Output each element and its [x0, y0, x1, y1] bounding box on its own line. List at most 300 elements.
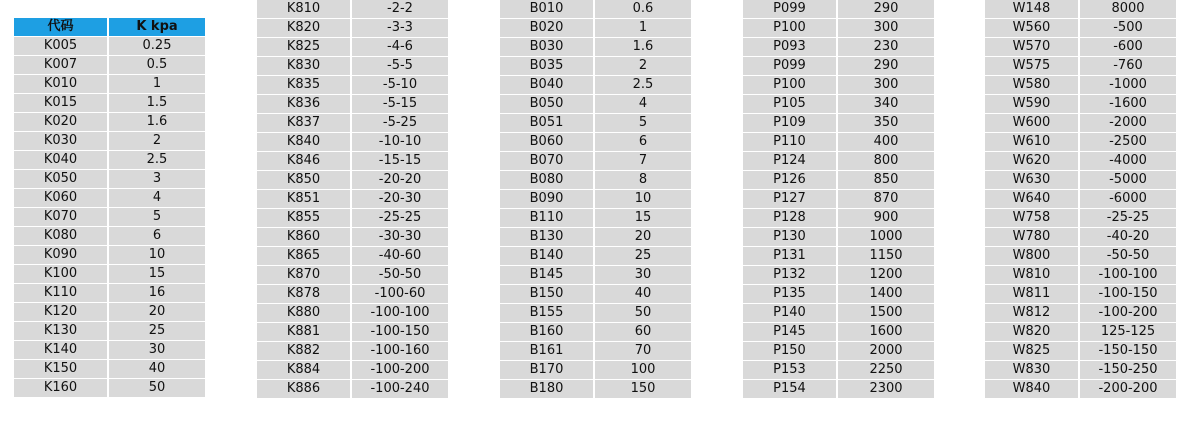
table-row [257, 266, 448, 285]
cell-value: 870 [838, 190, 934, 209]
cell-value: 1500 [838, 304, 934, 323]
cell-value: -5-25 [352, 114, 448, 133]
table-row [257, 57, 448, 76]
table-row [743, 380, 934, 399]
table-row [985, 342, 1176, 361]
cell-value: 2.5 [109, 151, 205, 170]
table-row [743, 152, 934, 171]
table-row [257, 171, 448, 190]
cell-code: B030 [500, 38, 595, 57]
cell-code: W830 [985, 361, 1080, 380]
cell-code: K865 [257, 247, 352, 266]
table-row [257, 380, 448, 399]
table-row [257, 323, 448, 342]
cell-code: B020 [500, 19, 595, 38]
table-row [257, 95, 448, 114]
cell-value: -2000 [1080, 114, 1176, 133]
cell-value: 2 [595, 57, 691, 76]
cell-value: 230 [838, 38, 934, 57]
cell-code: K835 [257, 76, 352, 95]
cell-code: K007 [14, 56, 109, 75]
cell-value: -15-15 [352, 152, 448, 171]
table-row [500, 342, 691, 361]
cell-code: K080 [14, 227, 109, 246]
table-row [985, 171, 1176, 190]
cell-code: B080 [500, 171, 595, 190]
cell-code: W575 [985, 57, 1080, 76]
table-row [14, 189, 205, 208]
cell-code: K100 [14, 265, 109, 284]
cell-code: K880 [257, 304, 352, 323]
cell-value: -40-60 [352, 247, 448, 266]
cell-code: K015 [14, 94, 109, 113]
cell-code: P154 [743, 380, 838, 399]
table-header-row [14, 18, 205, 37]
cell-value: -25-25 [1080, 209, 1176, 228]
cell-value: -100-200 [1080, 304, 1176, 323]
cell-code: P153 [743, 361, 838, 380]
cell-value: -5-15 [352, 95, 448, 114]
table-row [14, 227, 205, 246]
table-row [257, 133, 448, 152]
table-row [14, 265, 205, 284]
cell-value: -1600 [1080, 95, 1176, 114]
table-row [500, 0, 691, 19]
cell-code: K840 [257, 133, 352, 152]
cell-value: -2-2 [352, 0, 448, 19]
cell-code: K160 [14, 379, 109, 398]
table-row [985, 361, 1176, 380]
cell-code: B051 [500, 114, 595, 133]
cell-code: P100 [743, 19, 838, 38]
table-row [985, 247, 1176, 266]
cell-code: K850 [257, 171, 352, 190]
table-row [14, 379, 205, 398]
cell-code: K884 [257, 361, 352, 380]
cell-value: 30 [595, 266, 691, 285]
cell-value: -100-60 [352, 285, 448, 304]
table-row [500, 152, 691, 171]
cell-code: B035 [500, 57, 595, 76]
table-row [257, 342, 448, 361]
cell-value: 60 [595, 323, 691, 342]
table-row [500, 228, 691, 247]
table-row [500, 76, 691, 95]
cell-code: K846 [257, 152, 352, 171]
cell-code: B040 [500, 76, 595, 95]
cell-value: 850 [838, 171, 934, 190]
cell-code: W840 [985, 380, 1080, 399]
table-row [14, 37, 205, 56]
table-row [743, 133, 934, 152]
cell-code: K881 [257, 323, 352, 342]
cell-value: 10 [595, 190, 691, 209]
cell-code: W570 [985, 38, 1080, 57]
cell-value: 8000 [1080, 0, 1176, 19]
table-row [257, 247, 448, 266]
cell-value: -30-30 [352, 228, 448, 247]
table-row [14, 341, 205, 360]
table-row [257, 76, 448, 95]
cell-value: -100-240 [352, 380, 448, 399]
table-row [500, 304, 691, 323]
cell-value: -5000 [1080, 171, 1176, 190]
cell-value: -600 [1080, 38, 1176, 57]
table-row [14, 360, 205, 379]
table-row [257, 228, 448, 247]
cell-value: 340 [838, 95, 934, 114]
cell-code: P109 [743, 114, 838, 133]
cell-value: 4 [109, 189, 205, 208]
cell-value: 7 [595, 152, 691, 171]
cell-value: -5-10 [352, 76, 448, 95]
cell-value: 1000 [838, 228, 934, 247]
cell-value: -40-20 [1080, 228, 1176, 247]
cell-value: 2250 [838, 361, 934, 380]
cell-value: 40 [595, 285, 691, 304]
table-row [743, 342, 934, 361]
cell-code: P130 [743, 228, 838, 247]
table-row [14, 303, 205, 322]
cell-code: K060 [14, 189, 109, 208]
table-row [743, 247, 934, 266]
cell-code: P132 [743, 266, 838, 285]
cell-value: 10 [109, 246, 205, 265]
cell-value: 1.5 [109, 94, 205, 113]
cell-value: 6 [595, 133, 691, 152]
cell-value: -25-25 [352, 209, 448, 228]
cell-value: -500 [1080, 19, 1176, 38]
cell-value: 4 [595, 95, 691, 114]
cell-code: P093 [743, 38, 838, 57]
cell-value: -100-150 [1080, 285, 1176, 304]
table-row [14, 113, 205, 132]
table-row [985, 228, 1176, 247]
cell-value: 290 [838, 0, 934, 19]
table-row [14, 151, 205, 170]
table-row [985, 114, 1176, 133]
cell-code: W758 [985, 209, 1080, 228]
table-body [500, 0, 691, 399]
table-row [743, 57, 934, 76]
cell-value: -6000 [1080, 190, 1176, 209]
cell-value: -2500 [1080, 133, 1176, 152]
table-row [500, 285, 691, 304]
table-row [14, 75, 205, 94]
cell-code: K070 [14, 208, 109, 227]
table-row [985, 152, 1176, 171]
cell-code: B145 [500, 266, 595, 285]
cell-code: W630 [985, 171, 1080, 190]
cell-code: W610 [985, 133, 1080, 152]
cell-value: -4-6 [352, 38, 448, 57]
cell-value: 400 [838, 133, 934, 152]
cell-value: 1600 [838, 323, 934, 342]
cell-code: P131 [743, 247, 838, 266]
cell-value: -100-100 [1080, 266, 1176, 285]
table-row [985, 304, 1176, 323]
cell-value: 2000 [838, 342, 934, 361]
header-value: K kpa [109, 18, 205, 37]
pressure-table-b [500, 0, 691, 399]
header-code: 代码 [14, 18, 109, 37]
table-row [500, 209, 691, 228]
cell-value: -760 [1080, 57, 1176, 76]
cell-value: 50 [109, 379, 205, 398]
table-row [500, 114, 691, 133]
cell-code: K837 [257, 114, 352, 133]
cell-code: P128 [743, 209, 838, 228]
table-row [985, 19, 1176, 38]
cell-code: W600 [985, 114, 1080, 133]
cell-code: P124 [743, 152, 838, 171]
cell-code: K878 [257, 285, 352, 304]
table-body [257, 0, 448, 399]
cell-value: 2300 [838, 380, 934, 399]
cell-code: P105 [743, 95, 838, 114]
table-row [14, 170, 205, 189]
table-row [257, 209, 448, 228]
table-row [985, 380, 1176, 399]
table-row [500, 266, 691, 285]
table-row [743, 304, 934, 323]
cell-value: 1200 [838, 266, 934, 285]
table-row [985, 323, 1176, 342]
cell-code: W580 [985, 76, 1080, 95]
cell-value: -1000 [1080, 76, 1176, 95]
cell-code: B010 [500, 0, 595, 19]
cell-code: B050 [500, 95, 595, 114]
cell-value: -5-5 [352, 57, 448, 76]
cell-code: P110 [743, 133, 838, 152]
cell-code: W800 [985, 247, 1080, 266]
table-row [743, 190, 934, 209]
cell-code: K836 [257, 95, 352, 114]
cell-value: 2 [109, 132, 205, 151]
cell-value: 2.5 [595, 76, 691, 95]
table-row [500, 323, 691, 342]
table-row [985, 133, 1176, 152]
table-row [14, 246, 205, 265]
table-body [14, 37, 205, 398]
cell-code: K050 [14, 170, 109, 189]
cell-value: 1150 [838, 247, 934, 266]
cell-code: W812 [985, 304, 1080, 323]
cell-value: 15 [109, 265, 205, 284]
cell-value: 900 [838, 209, 934, 228]
cell-code: B161 [500, 342, 595, 361]
cell-code: P135 [743, 285, 838, 304]
cell-code: W811 [985, 285, 1080, 304]
table-row [500, 247, 691, 266]
cell-code: P127 [743, 190, 838, 209]
cell-code: P099 [743, 0, 838, 19]
table-row [743, 76, 934, 95]
cell-code: K855 [257, 209, 352, 228]
cell-value: -3-3 [352, 19, 448, 38]
table-row [14, 56, 205, 75]
cell-value: -150-250 [1080, 361, 1176, 380]
cell-code: K030 [14, 132, 109, 151]
cell-code: B070 [500, 152, 595, 171]
table-row [743, 19, 934, 38]
table-row [743, 266, 934, 285]
cell-value: 290 [838, 57, 934, 76]
cell-code: P100 [743, 76, 838, 95]
cell-code: K005 [14, 37, 109, 56]
table-row [500, 361, 691, 380]
cell-code: B160 [500, 323, 595, 342]
cell-code: W560 [985, 19, 1080, 38]
cell-value: 20 [595, 228, 691, 247]
table-row [500, 38, 691, 57]
pressure-table-p [743, 0, 934, 399]
cell-code: K825 [257, 38, 352, 57]
cell-code: K860 [257, 228, 352, 247]
cell-value: 70 [595, 342, 691, 361]
table-row [257, 114, 448, 133]
table-row [14, 94, 205, 113]
table-row [743, 95, 934, 114]
cell-value: 1.6 [109, 113, 205, 132]
cell-value: 30 [109, 341, 205, 360]
table-row [743, 209, 934, 228]
cell-code: B180 [500, 380, 595, 399]
cell-value: -10-10 [352, 133, 448, 152]
cell-value: 1.6 [595, 38, 691, 57]
cell-code: K140 [14, 341, 109, 360]
cell-code: K882 [257, 342, 352, 361]
table-row [743, 323, 934, 342]
table-row [500, 190, 691, 209]
cell-code: K830 [257, 57, 352, 76]
cell-code: K820 [257, 19, 352, 38]
table-row [743, 171, 934, 190]
table-row [743, 114, 934, 133]
cell-value: -100-160 [352, 342, 448, 361]
cell-code: W780 [985, 228, 1080, 247]
table-row [14, 132, 205, 151]
cell-value: -100-200 [352, 361, 448, 380]
cell-value: 25 [595, 247, 691, 266]
cell-code: P126 [743, 171, 838, 190]
cell-code: W148 [985, 0, 1080, 19]
cell-code: K020 [14, 113, 109, 132]
cell-value: 8 [595, 171, 691, 190]
table-row [257, 0, 448, 19]
cell-code: B130 [500, 228, 595, 247]
cell-value: 3 [109, 170, 205, 189]
cell-code: W590 [985, 95, 1080, 114]
cell-code: W810 [985, 266, 1080, 285]
cell-code: K090 [14, 246, 109, 265]
pressure-table-w [985, 0, 1176, 399]
cell-code: K120 [14, 303, 109, 322]
cell-code: B140 [500, 247, 595, 266]
cell-value: 100 [595, 361, 691, 380]
cell-value: 1 [595, 19, 691, 38]
cell-value: 350 [838, 114, 934, 133]
cell-value: -100-100 [352, 304, 448, 323]
table-row [985, 209, 1176, 228]
cell-value: -20-30 [352, 190, 448, 209]
cell-code: W825 [985, 342, 1080, 361]
table-row [985, 0, 1176, 19]
cell-value: 5 [595, 114, 691, 133]
table-row [257, 304, 448, 323]
cell-value: 125-125 [1080, 323, 1176, 342]
cell-value: 0.5 [109, 56, 205, 75]
cell-value: 1 [109, 75, 205, 94]
table-row [985, 95, 1176, 114]
table-row [985, 190, 1176, 209]
cell-code: B060 [500, 133, 595, 152]
table-row [743, 0, 934, 19]
table-row [500, 133, 691, 152]
pressure-table-k-low [14, 18, 205, 398]
table-row [743, 285, 934, 304]
table-row [743, 228, 934, 247]
cell-value: 0.25 [109, 37, 205, 56]
cell-code: B090 [500, 190, 595, 209]
cell-code: W620 [985, 152, 1080, 171]
table-row [500, 19, 691, 38]
cell-value: 16 [109, 284, 205, 303]
cell-value: 300 [838, 76, 934, 95]
cell-value: 300 [838, 19, 934, 38]
cell-code: K040 [14, 151, 109, 170]
table-row [257, 152, 448, 171]
cell-code: P150 [743, 342, 838, 361]
table-row [985, 76, 1176, 95]
cell-value: -50-50 [1080, 247, 1176, 266]
cell-code: K010 [14, 75, 109, 94]
cell-value: -4000 [1080, 152, 1176, 171]
table-row [257, 190, 448, 209]
table-row [14, 208, 205, 227]
cell-value: -150-150 [1080, 342, 1176, 361]
cell-value: 40 [109, 360, 205, 379]
cell-value: 50 [595, 304, 691, 323]
cell-value: -50-50 [352, 266, 448, 285]
table-row [14, 284, 205, 303]
table-row [257, 285, 448, 304]
cell-value: 20 [109, 303, 205, 322]
cell-code: B150 [500, 285, 595, 304]
cell-code: K810 [257, 0, 352, 19]
cell-value: 5 [109, 208, 205, 227]
cell-code: K851 [257, 190, 352, 209]
cell-code: B170 [500, 361, 595, 380]
table-row [500, 95, 691, 114]
table-row [257, 19, 448, 38]
cell-code: K130 [14, 322, 109, 341]
cell-value: 15 [595, 209, 691, 228]
cell-code: K110 [14, 284, 109, 303]
cell-value: 25 [109, 322, 205, 341]
cell-code: P140 [743, 304, 838, 323]
cell-value: 150 [595, 380, 691, 399]
cell-value: -20-20 [352, 171, 448, 190]
cell-code: P145 [743, 323, 838, 342]
cell-code: K150 [14, 360, 109, 379]
table-row [257, 38, 448, 57]
cell-value: -100-150 [352, 323, 448, 342]
table-row [500, 57, 691, 76]
table-row [257, 361, 448, 380]
cell-value: 6 [109, 227, 205, 246]
cell-value: -200-200 [1080, 380, 1176, 399]
